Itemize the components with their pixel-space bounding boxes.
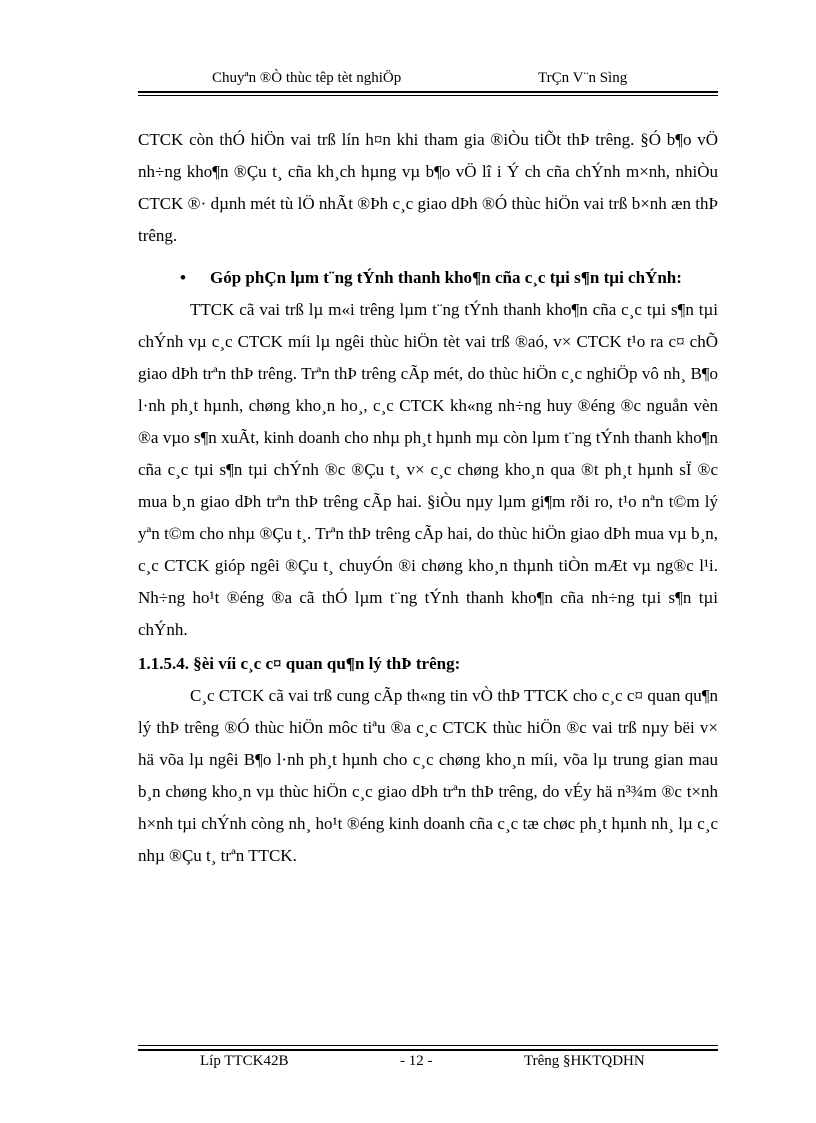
footer-rule-thin (138, 1045, 718, 1046)
header-author-name: TrÇn V¨n Sìng (538, 70, 628, 86)
bullet-heading-text: Góp phÇn lµm t¨ng tÝnh thanh kho¶n cña c¸c tµi s¶n tµi chÝnh: (210, 268, 682, 287)
bullet-dot-icon: • (180, 268, 186, 287)
paragraph-intro: CTCK còn thÓ hiÖn vai trß lín h¤n khi tham gia ®iÒu tiÕt thÞ trêng. §Ó b¶o vÖ nh÷ng kho¶n ®Çu t¸ cña kh¸ch hµng vµ b¶o vÖ lî i Ý ch cña chÝnh m×nh, nhiÒu CTCK ®· dµnh mét tù lÖ nhÃt ®Þh c¸c giao dÞh ®Ó thùc hiÖn vai trß b×nh æn thÞ trêng. (138, 130, 718, 245)
footer-page-number: - 12 - (400, 1053, 433, 1069)
section-heading: 1.1.5.4. §èi víi c¸c c¤ quan qu¶n lý thÞ trêng: (138, 654, 461, 673)
bullet-heading-liquidity (138, 262, 718, 294)
header-rule-thick (138, 91, 718, 93)
paragraph-liquidity: TTCK cã vai trß lµ m«i trêng lµm t¨ng tÝnh thanh kho¶n cña c¸c tµi s¶n tµi chÝnh vµ c¸c CTCK míi lµ ngêi thùc hiÖn tèt vai trß ®aó, v× CTCK t¹o ra c¤ chÕ giao dÞh trªn thÞ trêng. Trªn thÞ trêng cÃp mét, do thùc hiÖn c¸c nghiÖp vô nh¸ B¶o l·nh ph¸t hµnh, chøng kho¸n ho¸, c¸c CTCK kh«ng nh÷ng huy ®éng ®c nguån vèn ®a vµo s¶n xuÃt, kinh doanh cho nhµ ph¸t hµnh mµ còn lµm t¨ng tÝnh thanh kho¶n cña c¸c tµi s¶n tµi chÝnh ®c ®Çu t¸ v× c¸c chøng kho¸n qua ®t ph¸t hµnh sÏ ®c mua b¸n giao dÞh trªn thÞ trêng cÃp hai. §iÒu nµy lµm gi¶m rði ro, t¹o nªn t©m lý yªn t©m cho nhµ ®Çu t¸. Trªn thÞ trêng cÃp hai, do thùc hiÖn giao dÞh mua vµ b¸n, c¸c CTCK gióp ngêi ®Çu t¸ chuyÓn ®i chøng kho¸n thµnh tiÒn mÆt vµ ng®c l¹i. Nh÷ng ho¹t ®éng ®a cã thÓ lµm t¨ng tÝnh thanh kho¶n cña nh÷ng tµi s¶n tµi chÝnh. (138, 300, 718, 639)
header-rule-thin (138, 95, 718, 96)
header-report-title: Chuyªn ®Ò thùc têp tèt nghiÖp (212, 70, 402, 86)
paragraph-regulators: C¸c CTCK cã vai trß cung cÃp th«ng tin vÒ thÞ TTCK cho c¸c c¤ quan qu¶n lý thÞ trêng ®Ó thùc hiÖn môc tiªu ®a c¸c CTCK thùc hiÖn ®c vai trß nµy bëi v× hä võa lµ ngêi B¶o l·nh ph¸t hµnh cho c¸c chøng kho¸n míi, võa lµ trung gian mau b¸n chøng kho¸n vµ thùc hiÖn c¸c giao dÞh trªn thÞ trêng, do vÉy hä n³¾m ®c t×nh h×nh tµi chÝnh còng nh¸ ho¹t ®éng kinh doanh cña c¸c tæ chøc ph¸t hµnh nh¸ lµ c¸c nhµ ®Çu t¸ trªn TTCK. (138, 686, 718, 865)
footer-university: Trêng §HKTQDHN (524, 1053, 645, 1069)
footer-class-name: Líp TTCK42B (200, 1053, 289, 1069)
footer-rule-thick (138, 1049, 718, 1051)
page-header (138, 68, 718, 90)
page-footer (138, 1053, 718, 1075)
page-body (138, 124, 718, 872)
